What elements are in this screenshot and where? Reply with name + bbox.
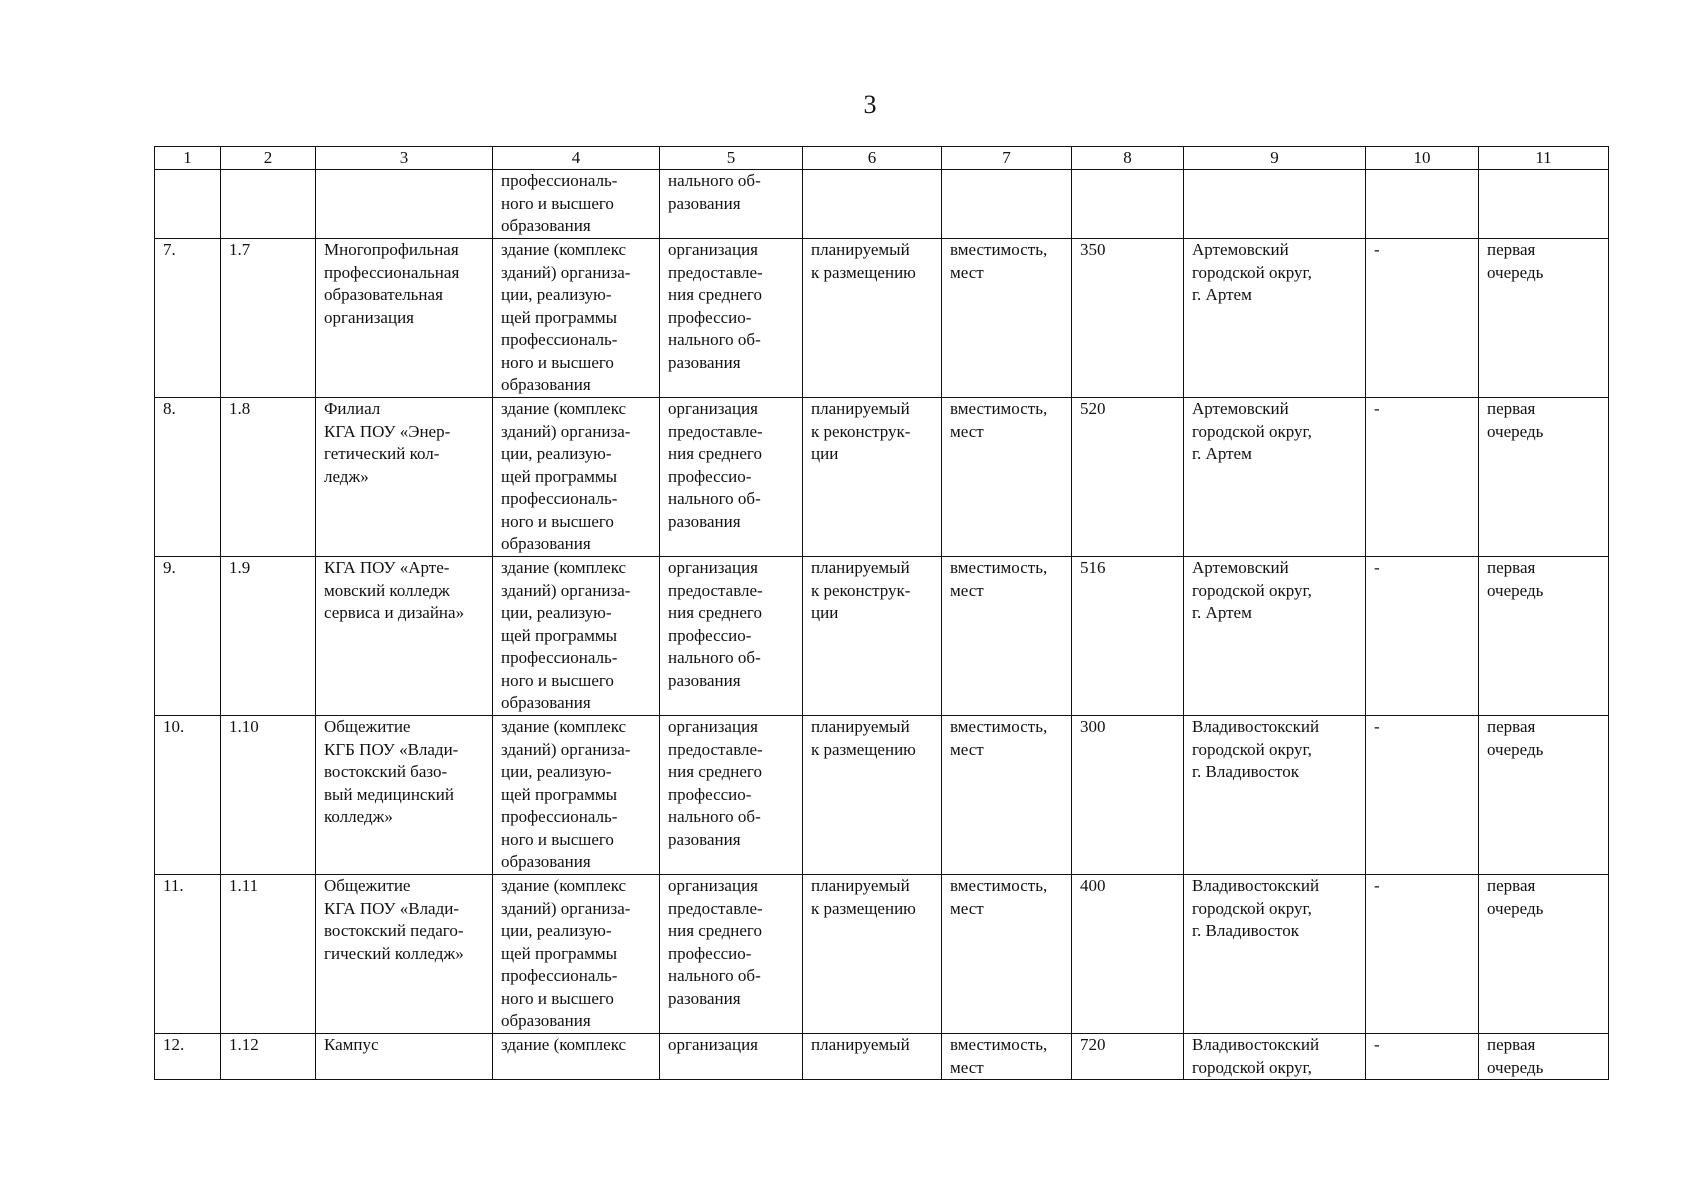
table-cell: 10. xyxy=(155,716,221,875)
table-cell: первая очередь xyxy=(1479,239,1609,398)
table-cell: первая очередь xyxy=(1479,557,1609,716)
table-cell: Общежитие КГБ ПОУ «Влади- востокский базо- вый медицинский колледж» xyxy=(316,716,493,875)
table-cell: Артемовский городской округ, г. Артем xyxy=(1184,239,1366,398)
table-cell: первая очередь xyxy=(1479,716,1609,875)
table-cell: 350 xyxy=(1072,239,1184,398)
table-cell: вместимость, мест xyxy=(942,557,1072,716)
table-cell: Кампус xyxy=(316,1034,493,1080)
col-header: 2 xyxy=(221,147,316,170)
table-cell: планируемый к размещению xyxy=(803,239,942,398)
table-cell: организация предоставле- ния среднего профессио- нального об- разования xyxy=(660,875,803,1034)
table-cell: 1.9 xyxy=(221,557,316,716)
table-cell: здание (комплекс зданий) организа- ции, реализую- щей программы профессиональ- ного и высшего образования xyxy=(493,557,660,716)
table-cell xyxy=(221,170,316,239)
col-header: 8 xyxy=(1072,147,1184,170)
table-cell xyxy=(316,170,493,239)
table-cell: Общежитие КГА ПОУ «Влади- востокский педаго- гический колледж» xyxy=(316,875,493,1034)
table-row xyxy=(155,557,1609,716)
page-number: 3 xyxy=(863,90,877,119)
table-cell: первая очередь xyxy=(1479,875,1609,1034)
col-header: 9 xyxy=(1184,147,1366,170)
table-row xyxy=(155,170,1609,239)
table-cell: вместимость, мест xyxy=(942,239,1072,398)
table-cell: 1.11 xyxy=(221,875,316,1034)
table-cell: первая очередь xyxy=(1479,1034,1609,1080)
table-cell: планируемый xyxy=(803,1034,942,1080)
col-header: 10 xyxy=(1366,147,1479,170)
table-cell: Многопрофильная профессиональная образовательная организация xyxy=(316,239,493,398)
table-cell: здание (комплекс зданий) организа- ции, реализую- щей программы профессиональ- ного и высшего образования xyxy=(493,716,660,875)
table-cell: 1.10 xyxy=(221,716,316,875)
table-cell: организация предоставле- ния среднего профессио- нального об- разования xyxy=(660,557,803,716)
table-cell: организация предоставле- ния среднего профессио- нального об- разования xyxy=(660,398,803,557)
table-cell: планируемый к реконструк- ции xyxy=(803,557,942,716)
table-cell xyxy=(1184,170,1366,239)
table-cell: здание (комплекс зданий) организа- ции, реализую- щей программы профессиональ- ного и высшего образования xyxy=(493,875,660,1034)
table-cell: 1.7 xyxy=(221,239,316,398)
table-row xyxy=(155,875,1609,1034)
col-header: 3 xyxy=(316,147,493,170)
table-cell: Артемовский городской округ, г. Артем xyxy=(1184,557,1366,716)
table-cell: профессиональ- ного и высшего образования xyxy=(493,170,660,239)
table-cell: 11. xyxy=(155,875,221,1034)
table-cell: вместимость, мест xyxy=(942,875,1072,1034)
col-header: 11 xyxy=(1479,147,1609,170)
table-cell: Владивостокский городской округ, г. Владивосток xyxy=(1184,716,1366,875)
table-cell xyxy=(1072,170,1184,239)
table-cell: планируемый к размещению xyxy=(803,875,942,1034)
table-cell: здание (комплекс xyxy=(493,1034,660,1080)
table-cell: - xyxy=(1366,557,1479,716)
table-cell: Филиал КГА ПОУ «Энер- гетический кол- ледж» xyxy=(316,398,493,557)
table-cell xyxy=(942,170,1072,239)
table-cell xyxy=(155,170,221,239)
table-cell: 516 xyxy=(1072,557,1184,716)
table-row xyxy=(155,239,1609,398)
table-cell: 7. xyxy=(155,239,221,398)
col-header: 7 xyxy=(942,147,1072,170)
table-cell: Владивостокский городской округ, г. Владивосток xyxy=(1184,875,1366,1034)
table-cell: здание (комплекс зданий) организа- ции, реализую- щей программы профессиональ- ного и высшего образования xyxy=(493,239,660,398)
table-cell: нального об- разования xyxy=(660,170,803,239)
table-cell xyxy=(1366,170,1479,239)
table-cell: - xyxy=(1366,1034,1479,1080)
table-cell: организация предоставле- ния среднего профессио- нального об- разования xyxy=(660,716,803,875)
table-cell: вместимость, мест xyxy=(942,1034,1072,1080)
objects-table xyxy=(154,146,1609,1080)
table-cell: - xyxy=(1366,716,1479,875)
table-cell: организация предоставле- ния среднего профессио- нального об- разования xyxy=(660,239,803,398)
table-cell: вместимость, мест xyxy=(942,398,1072,557)
col-header: 4 xyxy=(493,147,660,170)
table-cell: организация xyxy=(660,1034,803,1080)
col-header: 6 xyxy=(803,147,942,170)
table-row xyxy=(155,398,1609,557)
table-cell: 9. xyxy=(155,557,221,716)
table-cell: первая очередь xyxy=(1479,398,1609,557)
table-cell: планируемый к размещению xyxy=(803,716,942,875)
col-header: 5 xyxy=(660,147,803,170)
table-cell: здание (комплекс зданий) организа- ции, реализую- щей программы профессиональ- ного и высшего образования xyxy=(493,398,660,557)
table-cell: 720 xyxy=(1072,1034,1184,1080)
table-cell: планируемый к реконструк- ции xyxy=(803,398,942,557)
table-cell: Артемовский городской округ, г. Артем xyxy=(1184,398,1366,557)
table-cell: 520 xyxy=(1072,398,1184,557)
table-row xyxy=(155,1034,1609,1080)
table-cell: 300 xyxy=(1072,716,1184,875)
col-header: 1 xyxy=(155,147,221,170)
table-cell: 12. xyxy=(155,1034,221,1080)
table-cell: вместимость, мест xyxy=(942,716,1072,875)
table-cell: КГА ПОУ «Арте- мовский колледж сервиса и дизайна» xyxy=(316,557,493,716)
table-cell: - xyxy=(1366,398,1479,557)
table-row xyxy=(155,716,1609,875)
table-cell: 1.8 xyxy=(221,398,316,557)
table-cell: Владивостокский городской округ, xyxy=(1184,1034,1366,1080)
table-cell: 1.12 xyxy=(221,1034,316,1080)
table-cell: - xyxy=(1366,875,1479,1034)
table-cell: 8. xyxy=(155,398,221,557)
table-cell xyxy=(803,170,942,239)
column-number-row xyxy=(155,147,1609,170)
table-cell: - xyxy=(1366,239,1479,398)
table-cell xyxy=(1479,170,1609,239)
table-cell: 400 xyxy=(1072,875,1184,1034)
